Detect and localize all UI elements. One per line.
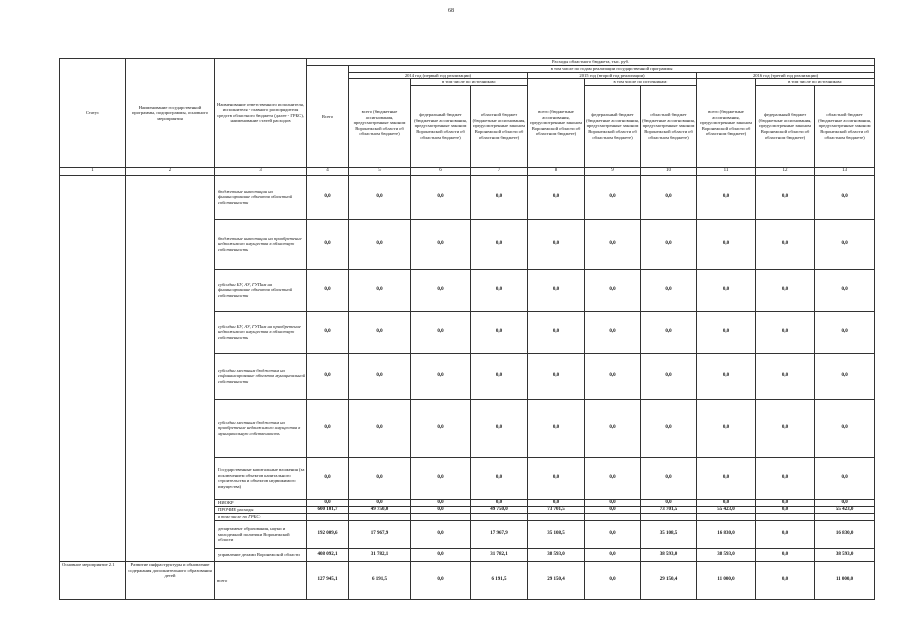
value-cell: 0,0 — [411, 506, 471, 513]
value-cell: 31 782,1 — [349, 548, 411, 561]
value-cell: 73 701,5 — [528, 506, 585, 513]
value-cell: 0,0 — [756, 399, 815, 457]
value-cell: 0,0 — [697, 175, 756, 219]
value-cell: 0,0 — [585, 399, 641, 457]
value-cell: 0,0 — [528, 399, 585, 457]
value-cell: 0,0 — [307, 353, 349, 399]
value-cell: 0,0 — [349, 175, 411, 219]
column-number: 2 — [126, 167, 215, 175]
value-cell: 192 009,6 — [307, 520, 349, 548]
value-cell: 11 000,0 — [815, 561, 875, 599]
column-number: 3 — [215, 167, 307, 175]
value-cell: 35 108,5 — [641, 520, 697, 548]
column-number: 12 — [756, 167, 815, 175]
value-cell: 0,0 — [697, 457, 756, 499]
value-cell: 0,0 — [815, 499, 875, 506]
value-cell: 408 092,1 — [307, 548, 349, 561]
value-cell: 0,0 — [756, 175, 815, 219]
value-cell — [528, 513, 585, 520]
by-sources-header: в том числе по источникам: — [411, 79, 528, 86]
value-cell: 0,0 — [585, 520, 641, 548]
row-label: всего — [215, 561, 307, 599]
value-cell: 0,0 — [815, 457, 875, 499]
value-cell: 0,0 — [528, 175, 585, 219]
row-label: субсидии местным бюджетам на приобретение недвижимого имущества в муниципальную собственность — [215, 399, 307, 457]
value-cell: 29 150,4 — [641, 561, 697, 599]
row-label: субсидии местным бюджетам на софинансирование объектов муниципальной собственности — [215, 353, 307, 399]
col-program-header: Наименование государственной программы, подпрограммы, основного мероприятия — [126, 59, 215, 168]
value-cell: 0,0 — [756, 311, 815, 353]
table-row — [60, 561, 875, 599]
value-cell — [585, 513, 641, 520]
row-label: НИОКР — [215, 499, 307, 506]
value-cell: 0,0 — [756, 520, 815, 548]
value-cell: 0,0 — [349, 311, 411, 353]
value-cell: 0,0 — [307, 457, 349, 499]
value-cell: 0,0 — [411, 219, 471, 269]
value-cell: 0,0 — [411, 499, 471, 506]
value-cell — [815, 513, 875, 520]
federal-header: федеральный бюджет (бюджетные ассигнования, предусмотренные законом Воронежской области об областном бюджете) — [411, 85, 471, 167]
value-cell — [307, 513, 349, 520]
value-cell: 31 782,1 — [471, 548, 528, 561]
value-cell: 0,0 — [349, 219, 411, 269]
status-cell — [60, 175, 126, 561]
value-cell: 600 101,7 — [307, 506, 349, 513]
value-cell: 0,0 — [307, 399, 349, 457]
value-cell: 0,0 — [528, 269, 585, 311]
value-cell: 38 593,0 — [641, 548, 697, 561]
value-cell: 0,0 — [411, 520, 471, 548]
col-total-header: Всего — [307, 66, 349, 168]
value-cell: 0,0 — [641, 219, 697, 269]
col-status-header: Статус — [60, 59, 126, 168]
year-2014-header: 2014 год (первый год реализации) — [349, 72, 528, 79]
value-cell: 38 593,0 — [815, 548, 875, 561]
year-2016-header: 2016 год (третий год реализации) — [697, 72, 875, 79]
value-cell: 0,0 — [411, 457, 471, 499]
value-cell — [697, 513, 756, 520]
value-cell — [411, 513, 471, 520]
value-cell: 0,0 — [756, 561, 815, 599]
column-number: 5 — [349, 167, 411, 175]
value-cell — [641, 513, 697, 520]
value-cell: 0,0 — [641, 353, 697, 399]
value-cell: 0,0 — [471, 353, 528, 399]
column-number: 7 — [471, 167, 528, 175]
value-cell: 0,0 — [815, 399, 875, 457]
value-cell: 0,0 — [349, 399, 411, 457]
row-label: бюджетные инвестиции на приобретение недвижимого имущества в областную собственность — [215, 219, 307, 269]
regional-header: областной бюджет (бюджетные ассигнования, предусмотренные законом Воронежской области об областном бюджете) — [641, 85, 697, 167]
all-budget-header: всего (бюджетные ассигнования, предусмотренные законом Воронежской области об областном бюджете) — [697, 79, 756, 168]
value-cell: 0,0 — [528, 353, 585, 399]
value-cell: 127 945,1 — [307, 561, 349, 599]
value-cell: 6 191,5 — [471, 561, 528, 599]
value-cell: 0,0 — [641, 269, 697, 311]
value-cell: 0,0 — [756, 548, 815, 561]
value-cell — [471, 513, 528, 520]
value-cell: 49 750,0 — [349, 506, 411, 513]
budget-table — [59, 58, 875, 600]
value-cell: 0,0 — [307, 311, 349, 353]
by-years-header: в том числе по годам реализации государственной программы — [349, 66, 875, 73]
value-cell: 55 423,0 — [697, 506, 756, 513]
row-label: бюджетные инвестиции на финансирование объектов областной собственности — [215, 175, 307, 219]
value-cell: 0,0 — [815, 219, 875, 269]
col-executor-header: Наименование ответственного исполнителя, исполнителя - главного распорядителя средств областного бюджета (далее - ГРБС), наименование статей расходов — [215, 59, 307, 168]
value-cell: 0,0 — [528, 311, 585, 353]
regional-header: областной бюджет (бюджетные ассигнования, предусмотренные законом Воронежской области об областном бюджете) — [815, 85, 875, 167]
page-number: 68 — [448, 8, 454, 14]
value-cell: 0,0 — [411, 399, 471, 457]
value-cell: 0,0 — [349, 499, 411, 506]
value-cell: 0,0 — [585, 175, 641, 219]
value-cell: 29 150,4 — [528, 561, 585, 599]
value-cell: 0,0 — [697, 499, 756, 506]
value-cell: 0,0 — [411, 353, 471, 399]
all-budget-header: всего (бюджетные ассигнования, предусмотренные законом Воронежской области об областном бюджете) — [528, 79, 585, 168]
value-cell: 0,0 — [307, 269, 349, 311]
value-cell: 0,0 — [585, 353, 641, 399]
value-cell: 0,0 — [585, 269, 641, 311]
value-cell: 0,0 — [815, 353, 875, 399]
value-cell: 0,0 — [585, 219, 641, 269]
federal-header: федеральный бюджет (бюджетные ассигнования, предусмотренные законом Воронежской области об областном бюджете) — [756, 85, 815, 167]
value-cell: 6 191,5 — [349, 561, 411, 599]
value-cell: 0,0 — [697, 311, 756, 353]
value-cell: 0,0 — [471, 175, 528, 219]
status-cell: Основное мероприятие 2.1 — [60, 561, 126, 599]
value-cell: 0,0 — [756, 506, 815, 513]
value-cell: 49 750,0 — [471, 506, 528, 513]
program-cell — [126, 175, 215, 561]
value-cell: 11 000,0 — [697, 561, 756, 599]
value-cell: 0,0 — [697, 269, 756, 311]
value-cell: 0,0 — [756, 499, 815, 506]
value-cell: 0,0 — [585, 561, 641, 599]
expenses-title: Расходы областного бюджета, тыс. руб. — [307, 59, 875, 66]
column-number: 13 — [815, 167, 875, 175]
value-cell — [756, 513, 815, 520]
value-cell: 0,0 — [471, 219, 528, 269]
column-number: 6 — [411, 167, 471, 175]
value-cell: 0,0 — [641, 399, 697, 457]
value-cell: 16 830,0 — [697, 520, 756, 548]
by-sources-header: в том числе по источникам: — [585, 79, 697, 86]
row-label: субсидии БУ, АУ, ГУПам на приобретение недвижимого имущества в областную собственность — [215, 311, 307, 353]
value-cell: 16 830,0 — [815, 520, 875, 548]
federal-header: федеральный бюджет (бюджетные ассигнования, предусмотренные законом Воронежской области об областном бюджете) — [585, 85, 641, 167]
value-cell: 0,0 — [471, 269, 528, 311]
value-cell: 0,0 — [471, 311, 528, 353]
by-sources-header: в том числе по источникам: — [756, 79, 875, 86]
all-budget-header: всего (бюджетные ассигнования, предусмотренные законом Воронежской области об областном бюджете) — [349, 79, 411, 168]
value-cell: 0,0 — [585, 311, 641, 353]
value-cell: 0,0 — [585, 548, 641, 561]
value-cell: 0,0 — [815, 175, 875, 219]
value-cell: 0,0 — [585, 457, 641, 499]
value-cell: 0,0 — [641, 311, 697, 353]
value-cell: 0,0 — [411, 175, 471, 219]
value-cell: 0,0 — [411, 311, 471, 353]
column-number: 4 — [307, 167, 349, 175]
value-cell: 0,0 — [307, 499, 349, 506]
value-cell: 38 593,0 — [528, 548, 585, 561]
column-number: 8 — [528, 167, 585, 175]
value-cell: 0,0 — [641, 175, 697, 219]
program-cell: Развитие инфраструктуры и обновление содержания дополнительного образования детей — [126, 561, 215, 599]
value-cell: 0,0 — [756, 219, 815, 269]
value-cell: 73 701,5 — [641, 506, 697, 513]
value-cell: 0,0 — [756, 269, 815, 311]
row-label: субсидии БУ, АУ, ГУПам на финансирование объектов областной собственности — [215, 269, 307, 311]
value-cell: 0,0 — [756, 353, 815, 399]
value-cell: 0,0 — [411, 269, 471, 311]
value-cell: 0,0 — [815, 311, 875, 353]
year-2015-header: 2015 год (второй год реализации) — [528, 72, 697, 79]
value-cell: 0,0 — [471, 457, 528, 499]
value-cell — [349, 513, 411, 520]
value-cell: 0,0 — [471, 399, 528, 457]
row-label: в том числе по ГРБС: — [215, 513, 307, 520]
row-label: управление делами Воронежской области — [215, 548, 307, 561]
value-cell: 17 967,9 — [349, 520, 411, 548]
value-cell: 0,0 — [528, 219, 585, 269]
value-cell: 0,0 — [585, 499, 641, 506]
table-row — [60, 175, 875, 219]
regional-header: областной бюджет (бюджетные ассигнования, предусмотренные законом Воронежской области об областном бюджете) — [471, 85, 528, 167]
value-cell: 0,0 — [641, 457, 697, 499]
column-number: 11 — [697, 167, 756, 175]
value-cell: 0,0 — [471, 499, 528, 506]
value-cell: 0,0 — [349, 457, 411, 499]
value-cell: 35 108,5 — [528, 520, 585, 548]
value-cell: 0,0 — [697, 399, 756, 457]
value-cell: 0,0 — [349, 353, 411, 399]
value-cell: 0,0 — [411, 548, 471, 561]
row-label: Государственные капитальные вложения (за исключением объектов капитального строительства и объектов недвижимого имущества) — [215, 457, 307, 499]
value-cell: 0,0 — [307, 175, 349, 219]
value-cell: 0,0 — [815, 269, 875, 311]
column-number: 10 — [641, 167, 697, 175]
row-label: департамент образования, науки и молодежной политики Воронежской области — [215, 520, 307, 548]
value-cell: 0,0 — [411, 561, 471, 599]
value-cell: 17 967,9 — [471, 520, 528, 548]
value-cell: 38 593,0 — [697, 548, 756, 561]
value-cell: 0,0 — [697, 219, 756, 269]
value-cell: 0,0 — [307, 219, 349, 269]
value-cell: 0,0 — [585, 506, 641, 513]
value-cell: 0,0 — [349, 269, 411, 311]
value-cell: 0,0 — [697, 353, 756, 399]
value-cell: 0,0 — [641, 499, 697, 506]
value-cell: 0,0 — [528, 499, 585, 506]
row-label: ПРОЧИЕ расходы — [215, 506, 307, 513]
value-cell: 55 423,0 — [815, 506, 875, 513]
value-cell: 0,0 — [528, 457, 585, 499]
column-number: 9 — [585, 167, 641, 175]
value-cell: 0,0 — [756, 457, 815, 499]
column-number: 1 — [60, 167, 126, 175]
